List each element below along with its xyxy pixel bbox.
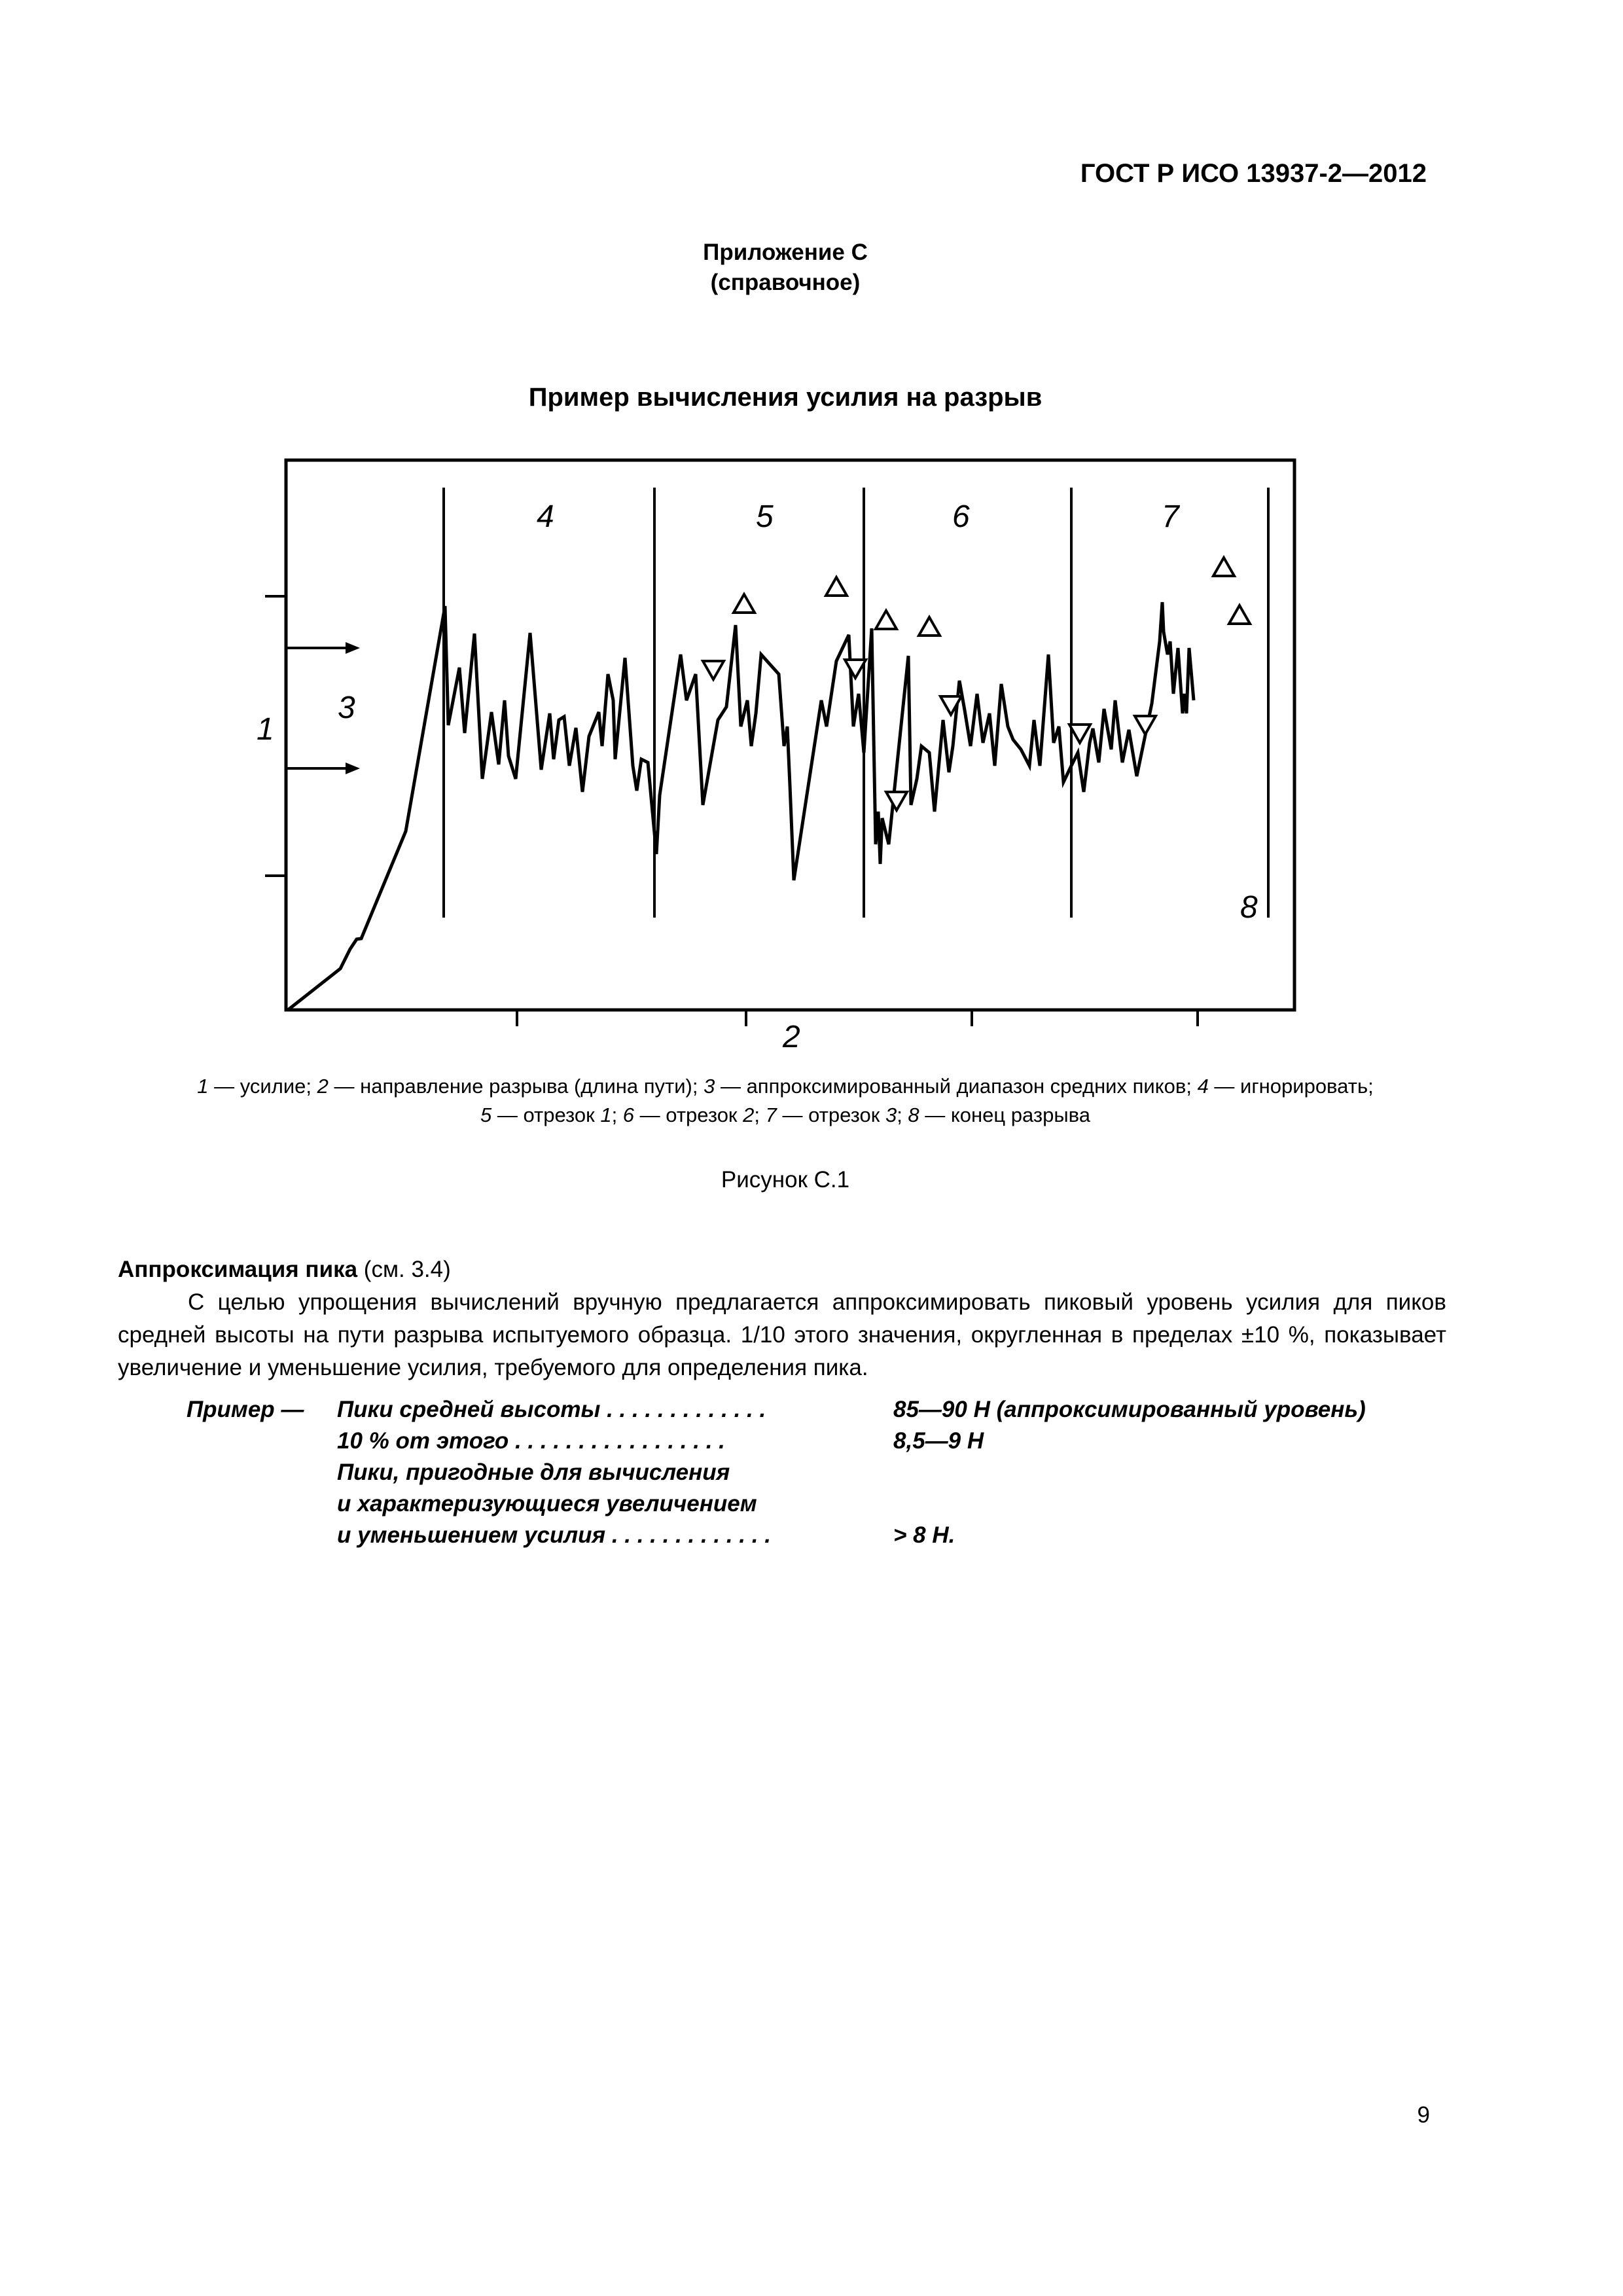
annex-title: Приложение С: [703, 240, 868, 265]
legend-num: 7: [765, 1103, 777, 1126]
peak-marker-up: [876, 611, 897, 629]
section-paragraph: С целью упрощения вычислений вручную предлагается аппроксимировать пиковый уровень усилия для пиков средней высоты на пути разрыва испытуемого образца. 1/10 этого значения, округленная в пределах ±10 %, показывает увеличение и уменьшение усилия, требуемого для определения пика.: [118, 1289, 1446, 1380]
legend-text: ;: [611, 1103, 623, 1126]
legend-num: 4: [1197, 1075, 1209, 1098]
peak-marker-up: [919, 617, 940, 636]
legend-num: 1: [600, 1103, 612, 1126]
example-row: [187, 1394, 1463, 1426]
legend-text: — усилие;: [208, 1075, 317, 1098]
example-value: 8,5—9 Н: [893, 1428, 984, 1454]
legend-text: — конец разрыва: [919, 1103, 1091, 1126]
force-curve: [288, 602, 1194, 1010]
label-tear-direction: 2: [783, 1020, 800, 1054]
label-segment1: 5: [756, 499, 774, 534]
trough-marker-down: [703, 661, 724, 679]
trough-marker-down: [886, 792, 907, 810]
peak-marker-up: [1213, 558, 1234, 576]
legend-text: — аппроксимированный диапазон средних пиков;: [715, 1075, 1198, 1098]
example-item: Пики, пригодные для вычисления: [337, 1460, 730, 1485]
page-number: 9: [1417, 2102, 1430, 2128]
example-item: и уменьшением усилия . . . . . . . . . . . . .: [337, 1522, 771, 1548]
legend-num: 6: [622, 1103, 635, 1126]
annex-heading: [0, 238, 1571, 298]
example-row: [187, 1488, 1463, 1520]
annex-subtitle: (справочное): [710, 270, 861, 295]
label-tear-end: 8: [1240, 890, 1258, 925]
peak-range-arrow-upper: [286, 642, 360, 654]
legend-num: 5: [480, 1103, 492, 1126]
legend-num: 3: [885, 1103, 897, 1126]
legend-num: 2: [743, 1103, 755, 1126]
legend-num: 3: [704, 1075, 715, 1098]
example-row: [187, 1457, 1463, 1488]
section-heading-ref: (см. 3.4): [357, 1257, 451, 1282]
tear-force-chart: [249, 452, 1335, 1067]
legend-num: 2: [317, 1075, 329, 1098]
legend-text: ;: [897, 1103, 908, 1126]
legend-text: — отрезок: [634, 1103, 743, 1126]
legend-text: — игнорировать;: [1208, 1075, 1374, 1098]
peak-range-arrow-lower: [286, 762, 360, 774]
legend-text: ;: [754, 1103, 766, 1126]
peak-marker-up: [1229, 605, 1250, 624]
label-segment3: 7: [1162, 499, 1179, 534]
example-row: [187, 1426, 1463, 1457]
legend-text: — направление разрыва (длина пути);: [328, 1075, 704, 1098]
legend-num: 8: [908, 1103, 919, 1126]
example-item: Пики средней высоты . . . . . . . . . . . . .: [337, 1397, 766, 1422]
figure-title: Пример вычисления усилия на разрыв: [528, 383, 1043, 412]
legend-line-1: [105, 1072, 1466, 1101]
legend-line-2: [105, 1101, 1466, 1130]
example-value: > 8 Н.: [893, 1522, 955, 1548]
legend-text: — отрезок: [776, 1103, 885, 1126]
section-heading-bold: Аппроксимация пика: [118, 1257, 358, 1282]
standard-id-header: ГОСТ Р ИСО 13937-2—2012: [1080, 159, 1427, 188]
label-segment2: 6: [952, 499, 970, 534]
example-block: [187, 1394, 1463, 1551]
legend-text: — отрезок: [491, 1103, 601, 1126]
label-ignore: 4: [537, 499, 554, 534]
peak-marker-up: [734, 594, 755, 613]
figure-legend: [105, 1072, 1466, 1130]
trough-marker-down: [1135, 716, 1156, 734]
label-force: 1: [257, 712, 274, 747]
example-item: 10 % от этого . . . . . . . . . . . . . . . . .: [337, 1428, 725, 1454]
section-heading: [118, 1253, 1446, 1286]
peak-marker-up: [826, 577, 847, 596]
example-label: Пример —: [187, 1397, 304, 1422]
chart-frame: [286, 460, 1294, 1010]
label-peak-range: 3: [338, 691, 355, 725]
example-value: 85—90 Н (аппроксимированный уровень): [893, 1397, 1366, 1422]
example-row: [187, 1520, 1463, 1551]
example-item: и характеризующиеся увеличением: [337, 1491, 757, 1516]
legend-num: 1: [197, 1075, 209, 1098]
figure-caption: Рисунок С.1: [721, 1167, 850, 1193]
